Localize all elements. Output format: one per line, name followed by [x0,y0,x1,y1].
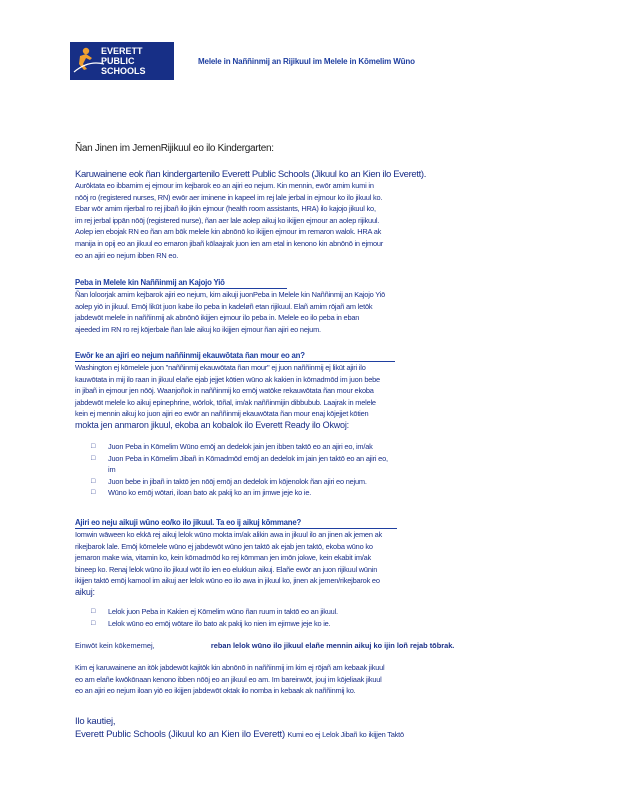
bullet-square-icon: □ [91,454,96,462]
section2-line: jabdewōt melele ko aikuj epinephrine, wōrlok, tōñal, im/ak naññinmijin dibbubub. Laajrak in melele [75,397,376,407]
section1-line: Ñan loloorjak amim kejbarok ajiri eo nejum, kim aikuji juonPeba in Melele kin Naññinmij an Kajojo Yiō [75,290,386,299]
svg-text:SCHOOLS: SCHOOLS [101,66,146,76]
section3-line: ikijjen taktō emōj kamool im aikuj aer lelok wūno eo ilo awa in jikuul ko, jinen ak jemen/rikejbarok eo [75,576,380,586]
everett-public-schools-logo [70,42,174,80]
bullet-square-icon: □ [91,477,96,485]
section3-paragraph [75,529,382,599]
signature-line [75,728,404,741]
notice-line [75,641,454,650]
intro-line: im rej jerbal ippān nōōj (registered nurse), ñan aer lale aolep aikuj ko ikijjen ejmour an aolep rijikuul. [75,215,380,225]
signature-org: Everett Public Schools (Jikuul ko an Kien ilo Everett) [75,729,285,740]
section3-line: bineep ko. Renaj lelok wūno ilo jikuul wōt ilo ien eo elukkun aikuj. Elañe ewōr an juon rijikuul wūnin [75,564,378,574]
list-item: □ Juon Peba in Kōmelim Wūno emōj an dedelok jain jen ibben taktō eo an ajiri eo, im/ak [91,442,373,451]
notice-bold-text: reban lelok wūno ilo jikuul elañe mennin aikuj ko ijin loñ rejab tōbrak. [210,641,455,650]
salutation: Ilo kautiej, [75,716,116,727]
section3-heading: Ajiri eo neju aikuji wūno eo/ko ilo jikuul. Ta eo ij aikuj kōmmane? [75,518,302,527]
section3-bullet-list [91,606,338,629]
intro-line: eo an ajiri eo nejum ibben RN eo. [75,250,179,260]
section1-line: ajeeded im RN ro rej kōjerbale ñan lale aikuj ko ikijjen ejmour ñan ajiri eo nejum. [75,324,321,334]
closing-block [75,715,404,741]
section2-heading: Ewōr ke an ajiri eo nejum naññinmij ekauwōtata ñan mour eo an? [75,351,305,360]
intro-line: Ebar wōr amim rijerbal ro rej jibañ ilo jikin ejmour (health room assistants, HRA) ilo kajojo jikuul ko, [75,204,376,214]
intro-line: nōōj ro (registered nurses, RN) ewōr aer iminene in kapeel im rej lale jerbal in ejmour ko ilo jikuul ko. [75,192,383,202]
section1-paragraph [75,289,385,335]
section2-line: in jibañ in ejmour jen nōōj. Waanjoñok in naññinmij ko emōj watōke rekauwōtata ñan mour ekoba [75,386,374,396]
section2-line: kauwōtata in mij ilo raan in jikuul elañe ejab jejjet kōtien wūno ak kakien in kōmadmōd im juon bebe [75,374,380,384]
intro-line: manija in opij eo an jikuul eo emaron jibañ kōlaajrak juon ien am etal in kenono kin abnōnō in ejmour [75,238,384,248]
section2-line: Washington ej kōmelele juon "naññinmij ekauwōtata ñan mour" ej juon naññinmij ej likūt ajiri ilo [75,363,366,372]
bullet-square-icon: □ [91,489,96,497]
list-item: im [108,465,116,475]
section2-big-line: mokta jen anmaron jikuul, ekoba an kobalok ilo Everett Ready ilo Okwoj: [75,419,349,430]
intro-lead: Karuwainene eok ñan kindergartenilo Everett Public Schools (Jikuul ko an Kien ilo Everett). [75,169,426,180]
list-item: □ Lelok juon Peba in Kakien ej Kōmelim wūno ñan ruum in taktō eo an jikuul. [91,607,338,616]
bullet-square-icon: □ [91,608,96,615]
bullet-square-icon: □ [91,443,96,450]
section3-big-line: aikuj: [75,586,95,597]
intro-line: Aolep ien ebojak RN eo ñan am bōk melele kin abnōnō ko ikijjen ejmour im remaron walok. HRA ak [75,227,382,237]
header-title: Melele in Naññinmij an Rijikuul im Melele in Kōmelim Wūno [198,57,415,66]
logo-person-icon [83,48,89,54]
final-line: eo am elañe kwōkōnaan kenono ibben nōōj eo an jikuul eo am. Im bareinwōt, jouj im kōjeliaak jikuul [75,674,382,684]
section1-line: jabdewōt melele in naññinmij ak abnōnō ikijjen ejmour ilo peba in. Melele eo ilo peba in eban [75,313,360,323]
bullet-square-icon: □ [91,619,96,627]
intro-paragraph [75,180,383,261]
section3-line: Iomwin wāween ko ekkā rej aikuj lelok wūno mokta im/ak alikin awa in jikuul ilo an jinen ak jemen ak [75,530,382,539]
intro-line: Aurōktata eo ibbamim ej ejmour im kejbarok eo an ajiri eo nejum. Kin mennin, ewōr amim kumi in [75,181,374,190]
final-line: Kim ej karuwainene an itōk jabdewōt kajitōk kin abnōnō in naññinmij im kim ej rōjañ am kebaak jikuul [75,663,385,672]
section1-line: aolep yiō in jikuul. Emōj likūt juon kabe ilo peba in kadeløñ etan rijikuul. Elañ amim rōjañ am letōk [75,301,373,311]
greeting: Ñan Jinen im JemenRijikuul eo ilo Kindergarten: [75,143,274,154]
notice-text: Einwōt kein kōkememej, [75,641,155,650]
section2-line: kein ej mennin aikuj ko juon ajiri eo ewōr an naññinmij ekauwōtata ñan mour enaj kōjejjet kōtien [75,409,369,419]
list-item: □ Lelok wūno eo emōj wōtare ilo bato ak pakij ko nien im ejimwe jeje ko ie. [91,618,331,628]
list-item: □ Juon Peba in Kōmelim Jibañ in Kōmadmōd emōj an dedelok im jain jen taktō eo an ajiri eo, [91,453,388,463]
section3-line: jemaron make wia, vitamin ko, kein kōmadmōd ko rej kōmman jen imōn jokwe, kein ekabit im/ak [75,553,372,563]
section3-line: rikejbarok lale. Emōj kōmelele wūno ej jabdewōt wūno jen taktō ak ejab jen taktō, ekoba wūno ko [75,541,373,551]
list-item: □ Wūno ko emōj wōtari, iloan bato ak pakij ko an im jimwe jeje ko ie. [91,488,312,498]
final-line: eo an ajiri eo nejum iloan yiō eo ikijjen jabdewōt oktak ilo nomba in kebaak ak naññinmij ko. [75,686,356,696]
svg-text:EVERETT: EVERETT [101,46,143,56]
section2-paragraph [75,362,380,432]
section1-heading: Peba in Melele kin Naññinmij an Kajojo Yiō [75,278,225,287]
svg-text:PUBLIC: PUBLIC [101,56,135,66]
list-item: □ Juon bebe in jibañ in taktō jen nōōj emōj an dedelok im kōjenolok ñan ajiri eo nejum. [91,476,367,486]
final-paragraph [75,662,384,697]
signature-team: Kumi eo ej Lelok Jibañ ko ikijjen Taktō [287,730,404,739]
section2-bullet-list [91,441,388,499]
